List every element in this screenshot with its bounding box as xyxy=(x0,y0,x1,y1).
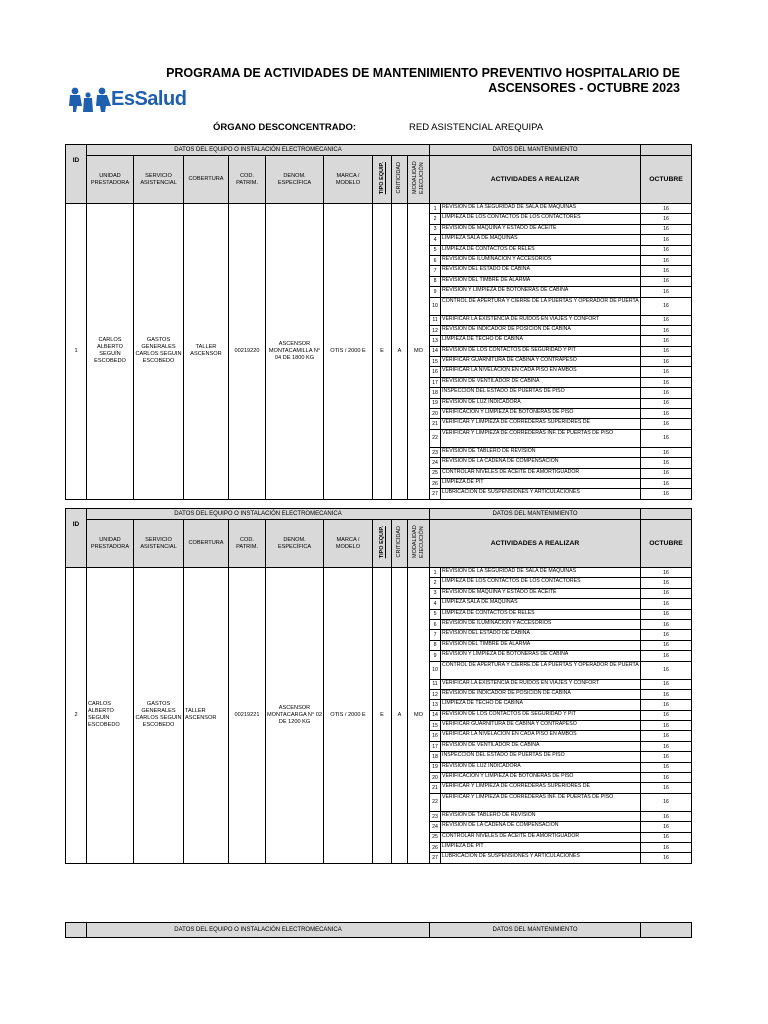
activity-number: 6 xyxy=(430,619,441,629)
activity-number: 1 xyxy=(430,568,441,578)
activity-text: VERIFICAR Y LIMPIEZA DE CORREDERAS INF. DE PUERTAS DE PISO xyxy=(441,429,641,447)
activity-text: REVISIÓN DEL TIMBRE DE ALARMA xyxy=(441,276,641,286)
activity-text: VERIFICAR LA NIVELACIÓN EN CADA PISO EN AMBOS xyxy=(441,731,641,741)
denom-value: ASCENSOR MONTACARGA N° 02 DE 1200 KG xyxy=(266,568,324,864)
activity-text: LIMPIEZA SALA DE MAQUINAS xyxy=(441,235,641,245)
activity-october-day: 16 xyxy=(641,822,692,832)
tipo-header-cell xyxy=(373,156,392,204)
activity-number: 14 xyxy=(430,710,441,720)
activity-october-day: 16 xyxy=(641,752,692,762)
activity-october-day: 16 xyxy=(641,235,692,245)
id-gap-cell xyxy=(66,923,87,938)
group-mant-header: DATOS DEL MANTENIMIENTO xyxy=(430,923,641,938)
activity-number: 20 xyxy=(430,773,441,783)
activity-october-day: 16 xyxy=(641,388,692,398)
activity-october-day: 16 xyxy=(641,266,692,276)
logo-text: EsSalud xyxy=(111,88,187,110)
activity-october-day: 16 xyxy=(641,357,692,367)
activity-text: LIMPIEZA DE CONTACTOS DE RELES xyxy=(441,609,641,619)
activity-october-day: 16 xyxy=(641,346,692,356)
activity-number: 9 xyxy=(430,651,441,661)
equipo-id: 2 xyxy=(66,568,87,864)
activity-number: 11 xyxy=(430,315,441,325)
activity-text: REVISIÓN DE MAQUINA Y ESTADO DE ACEITE xyxy=(441,588,641,598)
marca-header: MARCA / MODELO xyxy=(324,156,373,204)
modalidad-value: MO xyxy=(408,204,430,500)
servicio-value: GASTOS GENERALES CARLOS SEGUIN ESCOBEDO xyxy=(134,568,184,864)
activity-october-day: 16 xyxy=(641,588,692,598)
criticidad-value: A xyxy=(392,568,408,864)
activity-number: 4 xyxy=(430,599,441,609)
activity-october-day: 16 xyxy=(641,489,692,499)
modalidad-header-cell xyxy=(408,156,430,204)
denom-value: ASCENSOR MONTACAMILLA N° 04 DE 1800 KG xyxy=(266,204,324,500)
activity-text: VERIFICACIÓN Y LIMPIEZA DE BOTONERAS DE PISO xyxy=(441,409,641,419)
activity-text: REVISIÓN DE LOS CONTACTOS DE SEGURIDAD Y PIT xyxy=(441,346,641,356)
tipo-header: TIPO EQUIP. xyxy=(378,161,385,195)
activity-october-day: 16 xyxy=(641,409,692,419)
marca-value: OTIS / 2000 E xyxy=(324,568,373,864)
denom-header: DENOM. ESPECÍFICA xyxy=(266,156,324,204)
activity-text: REVISIÓN DE TABLERO DE REVISIÓN xyxy=(441,811,641,821)
activity-number: 21 xyxy=(430,783,441,793)
activity-october-day: 16 xyxy=(641,651,692,661)
activity-number: 7 xyxy=(430,266,441,276)
activity-number: 14 xyxy=(430,346,441,356)
activity-october-day: 16 xyxy=(641,578,692,588)
activity-october-day: 16 xyxy=(641,204,692,214)
activity-text: LIMPIEZA DE LOS CONTACTOS DE LOS CONTACTORES xyxy=(441,578,641,588)
activity-text: VERIFICAR Y LIMPIEZA DE CORREDERAS SUPERIORES DE xyxy=(441,419,641,429)
activity-text: REVISIÓN DE VENTILADOR DE CABINA xyxy=(441,741,641,751)
equipment-block-2 xyxy=(65,508,691,864)
title-line-1: PROGRAMA DE ACTIVIDADES DE MANTENIMIENTO PREVENTIVO HOSPITALARIO DE xyxy=(166,66,680,80)
activity-number: 17 xyxy=(430,741,441,751)
activity-text: VERIFICAR GUARNITURA DE CABINA Y CONTRAPESO xyxy=(441,721,641,731)
group-equipo-header: DATOS DEL EQUIPO O INSTALACIÓN ELECTROMECANICA xyxy=(87,923,430,938)
activity-october-day: 16 xyxy=(641,398,692,408)
activity-text: CONTROL DE APERTURA Y CIERRE DE LA PUERTAS Y OPERADOR DE PUERTA xyxy=(441,297,641,315)
activity-number: 10 xyxy=(430,297,441,315)
criticidad-header-cell xyxy=(392,156,408,204)
tipo-header: TIPO EQUIP. xyxy=(378,525,385,559)
activity-october-day: 16 xyxy=(641,661,692,679)
activity-number: 22 xyxy=(430,793,441,811)
activity-text: REVISIÓN DE MAQUINA Y ESTADO DE ACEITE xyxy=(441,224,641,234)
tipo-header-cell xyxy=(373,520,392,568)
organo-value: RED ASISTENCIAL AREQUIPA xyxy=(409,122,544,133)
octubre-header: OCTUBRE xyxy=(641,156,692,204)
activity-october-day: 16 xyxy=(641,640,692,650)
servicio-header: SERVICIO ASISTENCIAL xyxy=(134,156,184,204)
organo-label: ÓRGANO DESCONCENTRADO: xyxy=(213,122,357,133)
activity-october-day: 16 xyxy=(641,721,692,731)
group-mant-header: DATOS DEL MANTENIMIENTO xyxy=(430,509,641,520)
activity-number: 8 xyxy=(430,640,441,650)
activity-text: VERIFICAR LA EXISTENCIA DE RUIDOS EN VIAJES Y CONFORT xyxy=(441,679,641,689)
cobertura-value: TALLER ASCENSOR xyxy=(184,568,229,864)
activity-text: REVISIÓN Y LIMPIEZA DE BOTONERAS DE CABINA xyxy=(441,651,641,661)
activity-number: 8 xyxy=(430,276,441,286)
servicio-value: GASTOS GENERALES CARLOS SEGUIN ESCOBEDO xyxy=(134,204,184,500)
activity-text: LIMPIEZA DE PIT xyxy=(441,842,641,852)
activity-number: 24 xyxy=(430,458,441,468)
activity-october-day: 16 xyxy=(641,478,692,488)
activity-october-day: 16 xyxy=(641,731,692,741)
activity-number: 23 xyxy=(430,447,441,457)
activity-text: VERIFICAR LA NIVELACIÓN EN CADA PISO EN AMBOS xyxy=(441,367,641,377)
activity-text: VERIFICAR LA EXISTENCIA DE RUIDOS EN VIAJES Y CONFORT xyxy=(441,315,641,325)
actividades-header: ACTIVIDADES A REALIZAR xyxy=(430,156,641,204)
activity-text: REVISIÓN DE LA CADENA DE COMPENSACIÓN xyxy=(441,458,641,468)
unidad-value: CARLOS ALBERTO SEGUÍN ESCOBEDO xyxy=(87,568,134,864)
activity-number: 11 xyxy=(430,679,441,689)
activity-text: REVISIÓN DE LUZ INDICADORA xyxy=(441,762,641,772)
activity-number: 12 xyxy=(430,689,441,699)
criticidad-header-cell xyxy=(392,520,408,568)
unidad-header: UNIDAD PRESTADORA xyxy=(87,520,134,568)
marca-value: OTIS / 2000 E xyxy=(324,204,373,500)
activity-october-day: 16 xyxy=(641,377,692,387)
activity-number: 2 xyxy=(430,578,441,588)
activity-text: REVISIÓN DE VENTILADOR DE CABINA xyxy=(441,377,641,387)
activity-october-day: 16 xyxy=(641,783,692,793)
activity-october-day: 16 xyxy=(641,568,692,578)
activity-number: 27 xyxy=(430,489,441,499)
activity-text: REVISIÓN DEL ESTADO DE CABINA xyxy=(441,630,641,640)
activity-number: 9 xyxy=(430,287,441,297)
activity-number: 15 xyxy=(430,721,441,731)
activity-number: 18 xyxy=(430,388,441,398)
group-mant-header: DATOS DEL MANTENIMIENTO xyxy=(430,145,641,156)
page-title xyxy=(80,66,680,96)
activity-number: 13 xyxy=(430,336,441,346)
activity-october-day: 16 xyxy=(641,609,692,619)
actividades-header: ACTIVIDADES A REALIZAR xyxy=(430,520,641,568)
activity-october-day: 16 xyxy=(641,741,692,751)
activity-number: 24 xyxy=(430,822,441,832)
activity-number: 6 xyxy=(430,255,441,265)
activity-text: LUBRICACIÓN DE SUSPENSIONES Y ARTICULACIONES xyxy=(441,853,641,863)
activity-number: 20 xyxy=(430,409,441,419)
unidad-header: UNIDAD PRESTADORA xyxy=(87,156,134,204)
activity-october-day: 16 xyxy=(641,214,692,224)
cod-header: COD. PATRIM. xyxy=(229,156,266,204)
activity-text: REVISIÓN DE TABLERO DE REVISIÓN xyxy=(441,447,641,457)
activity-text: REVISIÓN DE ILUMINACIÓN Y ACCESORIOS xyxy=(441,255,641,265)
activity-text: CONTROLAR NIVELES DE ACEITE DE AMORTIGUADOR xyxy=(441,832,641,842)
marca-header: MARCA / MODELO xyxy=(324,520,373,568)
activity-number: 25 xyxy=(430,468,441,478)
group-equipo-header: DATOS DEL EQUIPO O INSTALACIÓN ELECTROMECANICA xyxy=(87,509,430,520)
activity-number: 26 xyxy=(430,478,441,488)
activity-number: 15 xyxy=(430,357,441,367)
activity-number: 23 xyxy=(430,811,441,821)
activity-october-day: 16 xyxy=(641,458,692,468)
activity-october-day: 16 xyxy=(641,793,692,811)
tipo-value: E xyxy=(373,204,392,500)
activity-number: 25 xyxy=(430,832,441,842)
activity-text: REVISIÓN DE LA SEGURIDAD DE SALA DE MAQUINAS xyxy=(441,204,641,214)
activity-number: 22 xyxy=(430,429,441,447)
tipo-value: E xyxy=(373,568,392,864)
activity-number: 1 xyxy=(430,204,441,214)
activity-number: 5 xyxy=(430,609,441,619)
criticidad-value: A xyxy=(392,204,408,500)
activity-october-day: 16 xyxy=(641,619,692,629)
octubre-header: OCTUBRE xyxy=(641,520,692,568)
activity-october-day: 16 xyxy=(641,679,692,689)
criticidad-header: CRITICIDAD xyxy=(396,162,402,194)
activity-text: LUBRICACIÓN DE SUSPENSIONES Y ARTICULACIONES xyxy=(441,489,641,499)
activity-october-day: 16 xyxy=(641,710,692,720)
activity-number: 13 xyxy=(430,700,441,710)
activity-number: 10 xyxy=(430,661,441,679)
activity-number: 17 xyxy=(430,377,441,387)
activity-number: 12 xyxy=(430,325,441,335)
activity-number: 3 xyxy=(430,224,441,234)
cobertura-value: TALLER ASCENSOR xyxy=(184,204,229,500)
activity-october-day: 16 xyxy=(641,245,692,255)
activity-text: REVISIÓN Y LIMPIEZA DE BOTONERAS DE CABINA xyxy=(441,287,641,297)
activity-number: 26 xyxy=(430,842,441,852)
criticidad-header: CRITICIDAD xyxy=(396,526,402,558)
activity-october-day: 16 xyxy=(641,276,692,286)
activity-text: LIMPIEZA DE CONTACTOS DE RELES xyxy=(441,245,641,255)
activity-october-day: 16 xyxy=(641,336,692,346)
cod-value: 00219220 xyxy=(229,204,266,500)
activity-october-day: 16 xyxy=(641,832,692,842)
gap-cell xyxy=(641,923,692,938)
activity-text: LIMPIEZA DE PIT xyxy=(441,478,641,488)
activity-october-day: 16 xyxy=(641,429,692,447)
activity-text: REVISIÓN DEL ESTADO DE CABINA xyxy=(441,266,641,276)
id-header: ID xyxy=(66,509,87,568)
activity-number: 16 xyxy=(430,731,441,741)
activity-october-day: 16 xyxy=(641,224,692,234)
equipo-id: 1 xyxy=(66,204,87,500)
activity-text: VERIFICACIÓN Y LIMPIEZA DE BOTONERAS DE PISO xyxy=(441,773,641,783)
activity-october-day: 16 xyxy=(641,811,692,821)
activity-october-day: 16 xyxy=(641,853,692,863)
gap-cell xyxy=(641,145,692,156)
id-header: ID xyxy=(66,145,87,204)
activity-october-day: 16 xyxy=(641,842,692,852)
group-equipo-header: DATOS DEL EQUIPO O INSTALACIÓN ELECTROMECANICA xyxy=(87,145,430,156)
modalidad-header-cell xyxy=(408,520,430,568)
activity-october-day: 16 xyxy=(641,630,692,640)
activity-october-day: 16 xyxy=(641,599,692,609)
activity-text: REVISIÓN DE INDICADOR DE POSICIÓN DE CABINA xyxy=(441,689,641,699)
equipment-block-3-header xyxy=(65,922,691,938)
activity-text: REVISIÓN DE INDICADOR DE POSICIÓN DE CABINA xyxy=(441,325,641,335)
activity-october-day: 16 xyxy=(641,419,692,429)
activity-october-day: 16 xyxy=(641,447,692,457)
activity-number: 18 xyxy=(430,752,441,762)
activity-number: 4 xyxy=(430,235,441,245)
modalidad-header: MODALIDAD EJECUCIÓN xyxy=(411,525,425,559)
cod-value: 00219221 xyxy=(229,568,266,864)
activity-row xyxy=(66,568,692,578)
activity-october-day: 16 xyxy=(641,773,692,783)
equipment-block-1 xyxy=(65,144,691,500)
activity-number: 19 xyxy=(430,398,441,408)
activity-text: VERIFICAR Y LIMPIEZA DE CORREDERAS SUPERIORES DE xyxy=(441,783,641,793)
activity-text: INSPECCIÓN DEL ESTADO DE PUERTAS DE PISO xyxy=(441,752,641,762)
activity-text: REVISIÓN DE LUZ INDICADORA xyxy=(441,398,641,408)
activity-number: 2 xyxy=(430,214,441,224)
unidad-value: CARLOS ALBERTO SEGUÍN ESCOBEDO xyxy=(87,204,134,500)
title-line-2: ASCENSORES - OCTUBRE 2023 xyxy=(488,81,680,95)
activity-october-day: 16 xyxy=(641,367,692,377)
activity-number: 3 xyxy=(430,588,441,598)
activity-text: LIMPIEZA DE TECHO DE CABINA xyxy=(441,700,641,710)
activity-number: 16 xyxy=(430,367,441,377)
activity-october-day: 16 xyxy=(641,325,692,335)
modalidad-header: MODALIDAD EJECUCIÓN xyxy=(411,161,425,195)
activity-number: 27 xyxy=(430,853,441,863)
cobertura-header: COBERTURA xyxy=(184,520,229,568)
activity-text: REVISIÓN DE LOS CONTACTOS DE SEGURIDAD Y PIT xyxy=(441,710,641,720)
activity-text: REVISIÓN DEL TIMBRE DE ALARMA xyxy=(441,640,641,650)
activity-text: CONTROL DE APERTURA Y CIERRE DE LA PUERTAS Y OPERADOR DE PUERTA xyxy=(441,661,641,679)
activity-text: LIMPIEZA SALA DE MAQUINAS xyxy=(441,599,641,609)
activity-october-day: 16 xyxy=(641,297,692,315)
cobertura-header: COBERTURA xyxy=(184,156,229,204)
activity-october-day: 16 xyxy=(641,689,692,699)
modalidad-value: MO xyxy=(408,568,430,864)
servicio-header: SERVICIO ASISTENCIAL xyxy=(134,520,184,568)
denom-header: DENOM. ESPECÍFICA xyxy=(266,520,324,568)
activity-number: 19 xyxy=(430,762,441,772)
activity-october-day: 16 xyxy=(641,762,692,772)
cod-header: COD. PATRIM. xyxy=(229,520,266,568)
activity-october-day: 16 xyxy=(641,315,692,325)
activity-text: LIMPIEZA DE TECHO DE CABINA xyxy=(441,336,641,346)
activity-number: 21 xyxy=(430,419,441,429)
activity-text: REVISIÓN DE LA SEGURIDAD DE SALA DE MAQUINAS xyxy=(441,568,641,578)
activity-text: REVISIÓN DE LA CADENA DE COMPENSACIÓN xyxy=(441,822,641,832)
activity-october-day: 16 xyxy=(641,255,692,265)
activity-text: VERIFICAR GUARNITURA DE CABINA Y CONTRAPESO xyxy=(441,357,641,367)
activity-october-day: 16 xyxy=(641,287,692,297)
activity-text: CONTROLAR NIVELES DE ACEITE DE AMORTIGUADOR xyxy=(441,468,641,478)
activity-text: REVISIÓN DE ILUMINACIÓN Y ACCESORIOS xyxy=(441,619,641,629)
activity-october-day: 16 xyxy=(641,468,692,478)
activity-text: LIMPIEZA DE LOS CONTACTOS DE LOS CONTACTORES xyxy=(441,214,641,224)
activity-row xyxy=(66,204,692,214)
activity-number: 5 xyxy=(430,245,441,255)
gap-cell xyxy=(641,509,692,520)
activity-october-day: 16 xyxy=(641,700,692,710)
activity-text: VERIFICAR Y LIMPIEZA DE CORREDERAS INF. DE PUERTAS DE PISO xyxy=(441,793,641,811)
activity-text: INSPECCIÓN DEL ESTADO DE PUERTAS DE PISO xyxy=(441,388,641,398)
activity-number: 7 xyxy=(430,630,441,640)
